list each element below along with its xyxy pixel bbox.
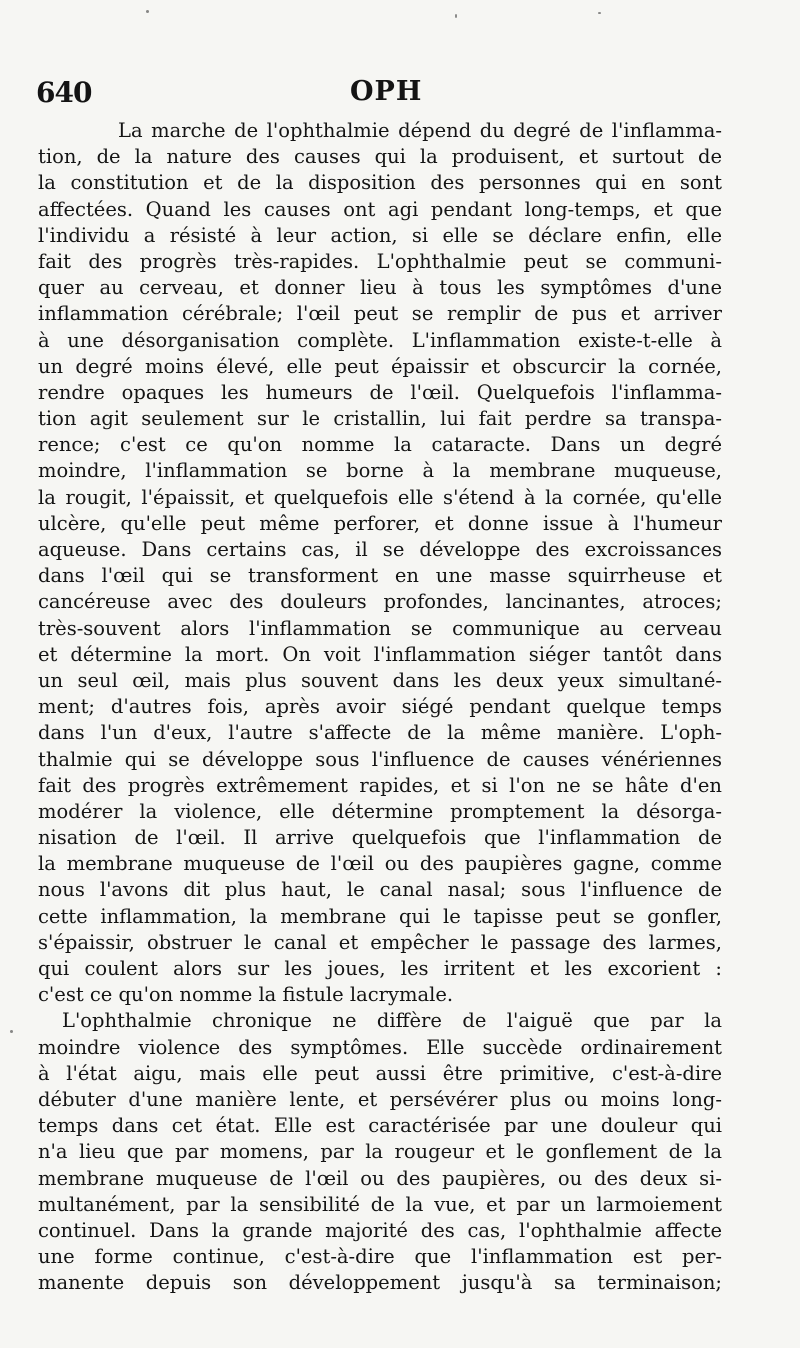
text-line: un seul œil, mais plus souvent dans les deux yeux simultané- bbox=[38, 668, 722, 692]
text-line: thalmie qui se développe sous l'influence de causes vénériennes bbox=[38, 747, 722, 771]
text-line: cette inflammation, la membrane qui le tapisse peut se gonfler, bbox=[38, 904, 722, 928]
text-line: affectées. Quand les causes ont agi pendant long-temps, et que bbox=[38, 197, 722, 221]
text-line: dans l'un d'eux, l'autre s'affecte de la même manière. L'oph- bbox=[38, 721, 722, 745]
text-line: rence; c'est ce qu'on nomme la cataracte. Dans un degré bbox=[38, 433, 722, 457]
text-line: quer au cerveau, et donner lieu à tous les symptômes d'une bbox=[38, 276, 722, 300]
text-line: ment; d'autres fois, après avoir siégé pendant quelque temps bbox=[38, 695, 722, 719]
text-line: très-souvent alors l'inflammation se communique au cerveau bbox=[38, 616, 722, 640]
paper-speck bbox=[10, 1030, 13, 1033]
text-line: inflammation cérébrale; l'œil peut se remplir de pus et arriver bbox=[38, 302, 722, 326]
text-line: nisation de l'œil. Il arrive quelquefois que l'inflammation de bbox=[38, 826, 722, 850]
text-line: continuel. Dans la grande majorité des cas, l'ophthalmie affecte bbox=[38, 1218, 722, 1242]
paper-speck bbox=[598, 12, 601, 14]
text-line: modérer la violence, elle détermine promptement la désorga- bbox=[38, 799, 722, 823]
text-line: débuter d'une manière lente, et persévérer plus ou moins long- bbox=[38, 1087, 722, 1111]
text-line: cancéreuse avec des douleurs profondes, lancinantes, atroces; bbox=[38, 590, 722, 614]
text-line: temps dans cet état. Elle est caractérisée par une douleur qui bbox=[38, 1114, 722, 1138]
text-line: multanément, par la sensibilité de la vue, et par un larmoiement bbox=[38, 1192, 722, 1216]
text-line: qui coulent alors sur les joues, les irritent et les excorient : bbox=[38, 957, 722, 980]
text-line: l'individu a résisté à leur action, si elle se déclare enfin, elle bbox=[38, 223, 722, 247]
text-line: La marche de l'ophthalmie dépend du degré de l'inflamma- bbox=[118, 119, 722, 142]
paper-speck bbox=[146, 10, 149, 13]
text-line: un degré moins élevé, elle peut épaissir et obscurcir la cornée, bbox=[38, 354, 722, 378]
text-line: L'ophthalmie chronique ne diffère de l'aiguë que par la bbox=[62, 1009, 722, 1033]
text-line: et détermine la mort. On voit l'inflammation siéger tantôt dans bbox=[38, 642, 722, 666]
page-number: 640 bbox=[36, 76, 92, 109]
text-line: nous l'avons dit plus haut, le canal nasal; sous l'influence de bbox=[38, 878, 722, 902]
text-line: moindre, l'inflammation se borne à la membrane muqueuse, bbox=[38, 459, 722, 483]
text-line: fait des progrès extrêmement rapides, et si l'on ne se hâte d'en bbox=[38, 773, 722, 797]
body-text bbox=[38, 118, 722, 1296]
text-line: dans l'œil qui se transforment en une masse squirrheuse et bbox=[38, 564, 722, 588]
text-line: ulcère, qu'elle peut même perforer, et donne issue à l'humeur bbox=[38, 511, 722, 535]
paper-speck bbox=[455, 14, 457, 18]
text-line: moindre violence des symptômes. Elle succède ordinairement bbox=[38, 1035, 722, 1059]
text-line: la membrane muqueuse de l'œil ou des paupières gagne, comme bbox=[38, 852, 722, 876]
page-header bbox=[36, 76, 776, 116]
text-line: membrane muqueuse de l'œil ou des paupières, ou des deux si- bbox=[38, 1166, 722, 1190]
text-line: s'épaissir, obstruer le canal et empêcher le passage des larmes, bbox=[38, 930, 722, 954]
text-line: c'est ce qu'on nomme la fistule lacrymale. bbox=[38, 983, 454, 1007]
text-line: fait des progrès très-rapides. L'ophthalmie peut se communi- bbox=[38, 249, 722, 273]
text-line: n'a lieu que par momens, par la rougeur et le gonflement de la bbox=[38, 1140, 722, 1164]
text-line: manente depuis son développement jusqu'à sa terminaison; bbox=[38, 1271, 722, 1295]
text-line: tion agit seulement sur le cristallin, lui fait perdre sa transpa- bbox=[38, 407, 722, 431]
text-line: rendre opaques les humeurs de l'œil. Quelquefois l'inflamma- bbox=[38, 380, 722, 404]
text-line: une forme continue, c'est-à-dire que l'inflammation est per- bbox=[38, 1245, 722, 1269]
text-line: la constitution et de la disposition des personnes qui en sont bbox=[38, 171, 722, 195]
text-line: à une désorganisation complète. L'inflammation existe-t-elle à bbox=[38, 328, 722, 352]
text-line: la rougit, l'épaissit, et quelquefois elle s'étend à la cornée, qu'elle bbox=[38, 485, 722, 509]
text-line: à l'état aigu, mais elle peut aussi être primitive, c'est-à-dire bbox=[38, 1061, 722, 1085]
running-head: OPH bbox=[350, 76, 423, 107]
text-line: aqueuse. Dans certains cas, il se développe des excroissances bbox=[38, 538, 722, 561]
text-line: tion, de la nature des causes qui la produisent, et surtout de bbox=[38, 145, 722, 169]
